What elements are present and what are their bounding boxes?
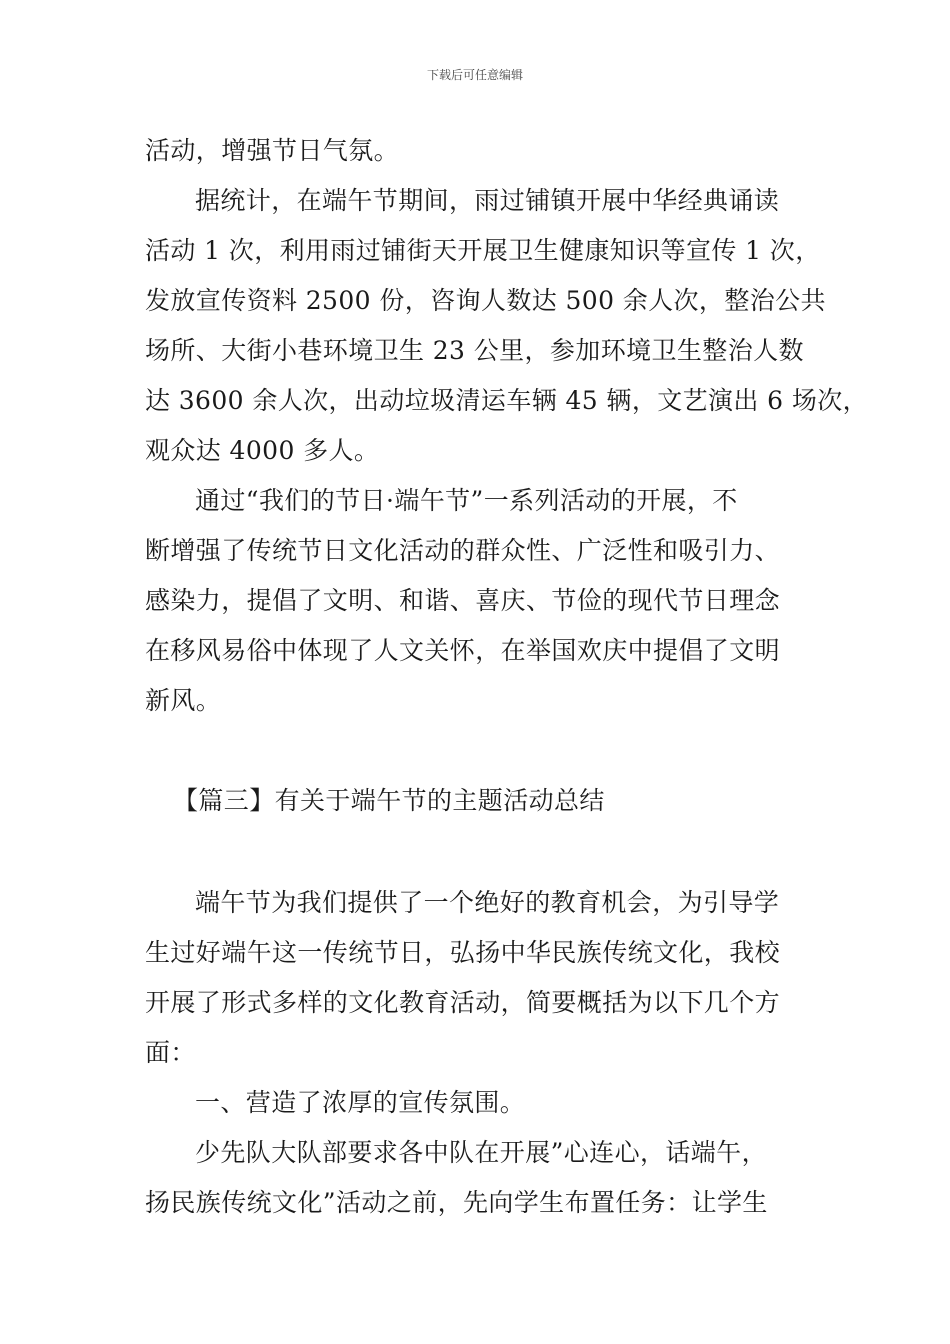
text-line: 面： <box>145 1038 196 1067</box>
spacer <box>145 826 825 878</box>
page-header: 下载后可任意编辑 <box>426 68 523 82</box>
text-line: 活动 1 次，利用雨过铺街天开展卫生健康知识等宣传 1 次， <box>145 236 821 265</box>
text-line: 新风。 <box>145 686 222 715</box>
text-line: 发放宣传资料 2500 份，咨询人数达 500 余人次，整治公共 <box>145 286 826 315</box>
spacer <box>145 726 825 776</box>
paragraph-start: 少先队大队部要求各中队在开展”心连心，话端午， <box>195 1138 767 1167</box>
text-line: 扬民族传统文化”活动之前，先向学生布置任务：让学生 <box>145 1188 768 1217</box>
text-line: 场所、大街小巷环境卫生 23 公里，参加环境卫生整治人数 <box>145 336 804 365</box>
text-line: 断增强了传统节日文化活动的群众性、广泛性和吸引力、 <box>145 536 781 565</box>
text-line: 观众达 4000 多人。 <box>145 436 380 465</box>
text-line: 开展了形式多样的文化教育活动，简要概括为以下几个方 <box>145 988 781 1017</box>
text-line: 活动，增强节日气氛。 <box>145 136 400 165</box>
paragraph-start: 端午节为我们提供了一个绝好的教育机会，为引导学 <box>195 888 780 917</box>
paragraph-start: 一、营造了浓厚的宣传氛围。 <box>195 1088 526 1117</box>
text-line: 在移风易俗中体现了人文关怀，在举国欢庆中提倡了文明 <box>145 636 781 665</box>
document-body <box>145 126 869 1228</box>
text-line: 达 3600 余人次，出动垃圾清运车辆 45 辆，文艺演出 6 场次， <box>145 386 869 415</box>
text-line: 生过好端午这一传统节日，弘扬中华民族传统文化，我校 <box>145 938 781 967</box>
paragraph-start: 据统计，在端午节期间，雨过铺镇开展中华经典诵读 <box>195 186 780 215</box>
section-heading: 【篇三】有关于端午节的主题活动总结 <box>173 786 605 815</box>
paragraph-start: 通过“我们的节日·端午节”一系列活动的开展，不 <box>195 486 738 515</box>
text-line: 感染力，提倡了文明、和谐、喜庆、节俭的现代节日理念 <box>145 586 781 615</box>
